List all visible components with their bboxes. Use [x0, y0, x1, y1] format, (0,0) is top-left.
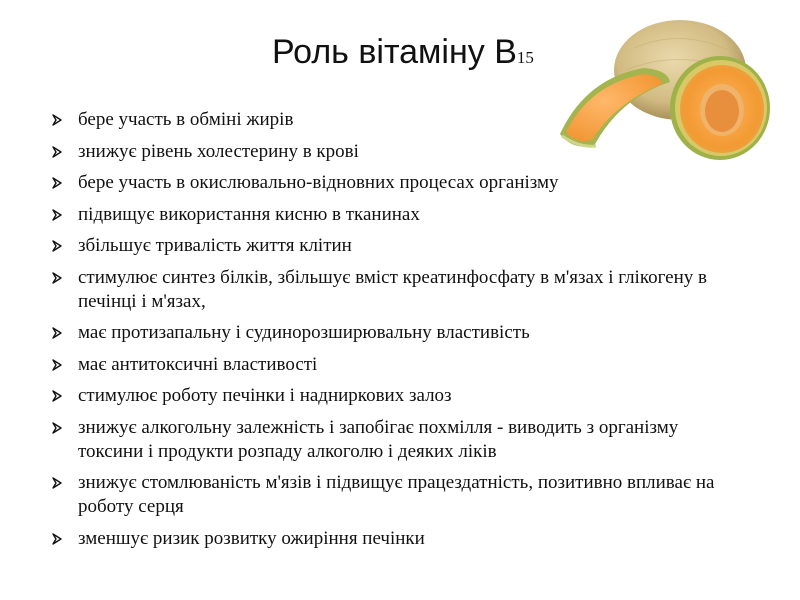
arrow-bullet-icon — [48, 353, 68, 377]
list-item — [48, 416, 748, 464]
slide-title-main: Роль вітаміну В — [272, 33, 517, 71]
arrow-bullet-icon — [48, 234, 68, 258]
bullet-text: бере участь в окислювально-відновних процесах організму — [78, 172, 559, 193]
arrow-bullet-icon — [48, 266, 68, 290]
list-item — [48, 108, 748, 132]
list-item — [48, 471, 748, 519]
bullet-text: бере участь в обміні жирів — [78, 109, 294, 130]
list-item — [48, 140, 748, 164]
bullet-text: підвищує використання кисню в тканинах — [78, 203, 420, 225]
list-item — [48, 353, 748, 377]
bullet-text: стимулює роботу печінки і надниркових залоз — [78, 385, 452, 406]
arrow-bullet-icon — [48, 108, 68, 132]
arrow-bullet-icon — [48, 171, 68, 195]
list-item — [48, 527, 748, 551]
arrow-bullet-icon — [48, 527, 68, 551]
bullet-list — [48, 108, 748, 558]
bullet-text: стимулює синтез білків, збільшує вміст креатинфосфату в м'язах і глікогену в печінці і м'язах, — [78, 266, 707, 312]
arrow-bullet-icon — [48, 203, 68, 227]
arrow-bullet-icon — [48, 321, 68, 345]
slide-title — [272, 30, 534, 80]
bullet-text: збільшує тривалість життя клітин — [78, 235, 352, 256]
arrow-bullet-icon — [48, 416, 68, 440]
slide-title-subscript: 15 — [516, 48, 534, 67]
list-item — [48, 171, 748, 195]
arrow-bullet-icon — [48, 384, 68, 408]
bullet-text: має протизапальну і судинорозширювальну властивість — [78, 322, 530, 343]
list-item — [48, 234, 748, 258]
list-item — [48, 321, 748, 345]
bullet-text: зменшує ризик розвитку ожиріння печінки — [78, 527, 425, 549]
list-item — [48, 266, 748, 314]
list-item — [48, 203, 748, 227]
bullet-text: знижує стомлюваність м'язів і підвищує працездатність, позитивно впливає на роботу серця — [78, 472, 715, 517]
list-item — [48, 384, 748, 408]
bullet-text: знижує рівень холестерину в крові — [78, 140, 359, 162]
arrow-bullet-icon — [48, 140, 68, 164]
bullet-text: знижує алкогольну залежність і запобігає похмілля - виводить з організму токсини і продукти розпаду алкоголю і деяких ліків — [78, 416, 679, 462]
arrow-bullet-icon — [48, 471, 68, 495]
bullet-text: має антитоксичні властивості — [78, 353, 318, 375]
